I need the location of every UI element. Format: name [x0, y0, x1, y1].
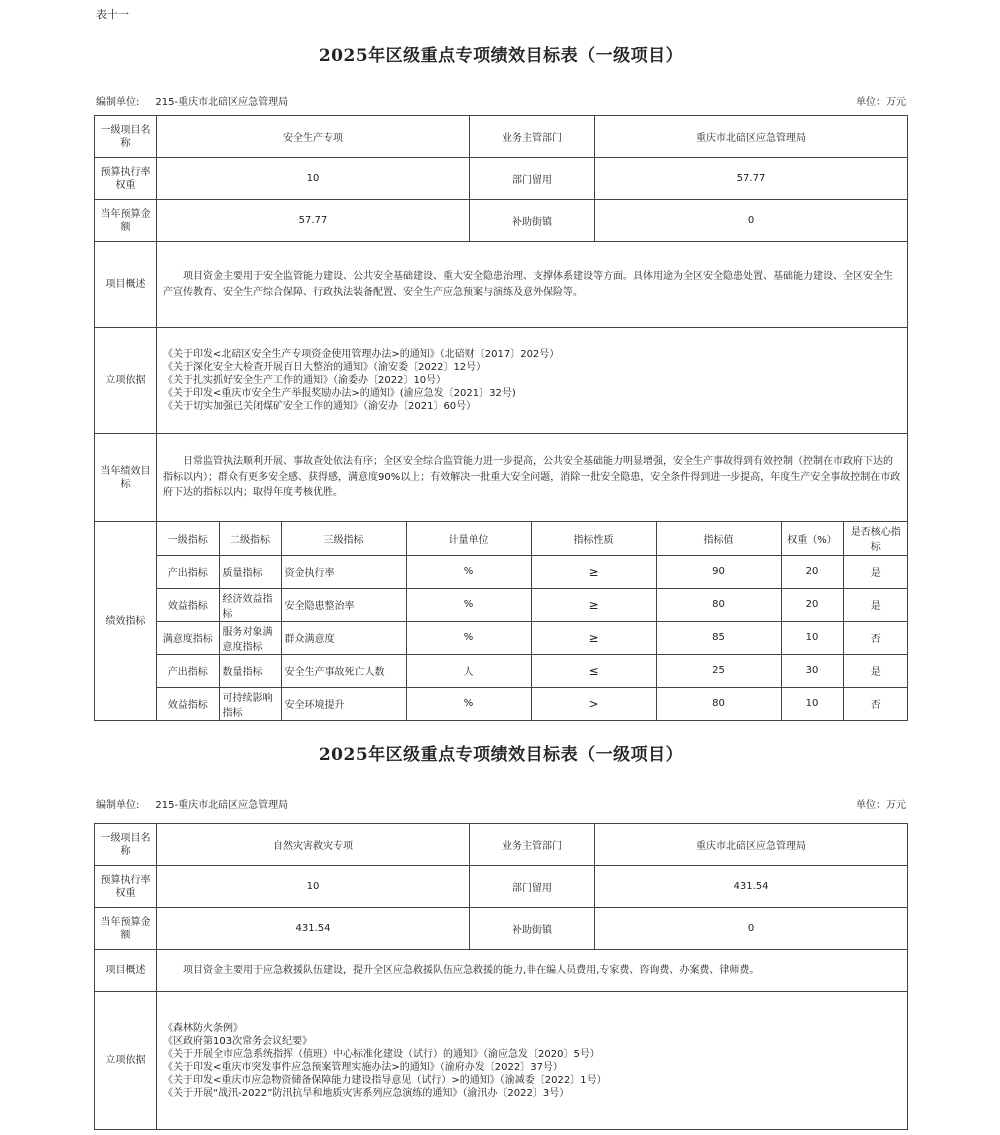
indicator-row [157, 687, 908, 720]
table-row [95, 824, 908, 866]
level1-cell: 满意度指标 [157, 621, 219, 654]
project-name-value: 安全生产专项 [157, 116, 470, 158]
dept-value: 重庆市北碚区应急管理局 [595, 116, 908, 158]
retain-value: 431.54 [595, 866, 908, 908]
list-item: 《关于印发<重庆市应急物资储备保障能力建设指导意见（试行）>的通知》（渝减委〔2022〕1号） [163, 1074, 607, 1086]
basis-label: 立项依据 [95, 328, 157, 434]
core-cell: 是 [843, 654, 908, 687]
basis-list [157, 328, 908, 434]
core-cell: 否 [843, 687, 908, 720]
level2-cell: 质量指标 [219, 555, 281, 588]
indicators-cell [157, 522, 908, 721]
dept-label: 业务主管部门 [470, 824, 595, 866]
weight-cell: 20 [781, 555, 843, 588]
weight-cell: 30 [781, 654, 843, 687]
table-row [95, 522, 908, 721]
level2-cell: 可持续影响指标 [219, 687, 281, 720]
list-item: 《关于扎实抓好安全生产工作的通知》（渝委办〔2022〕10号） [163, 375, 447, 386]
column-header: 一级指标 [157, 522, 219, 555]
list-item: 《关于开展全市应急系统指挥（值班）中心标准化建设（试行）的通知》（渝应急发〔2020〕5号） [163, 1048, 600, 1060]
goal-label: 当年绩效目标 [95, 434, 157, 522]
unit-cell: 人 [406, 654, 531, 687]
unit-cell: % [406, 687, 531, 720]
weight-cell: 10 [781, 687, 843, 720]
list-item: 《关于开展“战汛-2022”防汛抗旱和地质灾害系列应急演练的通知》（渝汛办〔2022〕3号） [163, 1087, 570, 1099]
budget-label: 当年预算金额 [95, 908, 157, 950]
compiler-label: 编制单位: [96, 97, 140, 108]
value-cell: 25 [656, 654, 781, 687]
table-row [95, 200, 908, 242]
weight-value: 10 [157, 866, 470, 908]
value-cell: 85 [656, 621, 781, 654]
level1-cell: 效益指标 [157, 687, 219, 720]
goal-text: 日常监管执法顺利开展、事故查处依法有序；全区安全综合监管能力进一步提高，公共安全基础能力明显增强，安全生产事故得到有效控制（控制在市政府下达的指标以内）；群众有更多安全感、获得感，满意度90%以上；有效解决一批重大安全问题，消除一批安全隐患，安全条件得到进一步提高，年度生产安全事故控制在市政府下达的指标以内；取得年度考核优胜。 [157, 434, 908, 522]
nature-cell: ≥ [531, 588, 656, 621]
budget-value: 57.77 [157, 200, 470, 242]
indicator-row [157, 621, 908, 654]
list-item: 《森林防火条例》 [163, 1022, 243, 1034]
nature-cell: ≤ [531, 654, 656, 687]
column-header: 指标性质 [531, 522, 656, 555]
column-header: 二级指标 [219, 522, 281, 555]
value-cell: 90 [656, 555, 781, 588]
indicators-label: 绩效指标 [95, 522, 157, 721]
column-header: 权重（%） [781, 522, 843, 555]
overview-label: 项目概述 [95, 950, 157, 992]
compiler-unit [96, 93, 288, 108]
page-title: 2025年区级重点专项绩效目标表（一级项目） [318, 745, 684, 765]
list-item: 《关于印发<重庆市突发事件应急预案管理实施办法>的通知》（渝府办发〔2022〕37号） [163, 1061, 563, 1073]
dept-label: 业务主管部门 [470, 116, 595, 158]
list-item: 《关于印发<重庆市安全生产举报奖励办法>的通知》(渝应急发〔2021〕32号) [163, 388, 516, 399]
overview-text: 项目资金主要用于安全监管能力建设、公共安全基础建设、重大安全隐患治理、支撑体系建设等方面。具体用途为全区安全隐患处置、基础能力建设、全区安全生产宣传教育、安全生产综合保障、行政执法装备配置、安全生产应急预案与演练及意外保险等。 [157, 242, 908, 328]
indicators-table [157, 522, 908, 720]
level3-cell: 资金执行率 [281, 555, 406, 588]
level2-cell: 服务对象满意度指标 [219, 621, 281, 654]
unit-cell: % [406, 555, 531, 588]
performance-table [94, 823, 908, 1130]
list-item: 《关于印发<北碚区安全生产专项资金使用管理办法>的通知》（北碚财〔2017〕202号） [163, 349, 560, 360]
subsidy-label: 补助街镇 [470, 908, 595, 950]
column-header: 指标值 [656, 522, 781, 555]
weight-label: 预算执行率权重 [95, 866, 157, 908]
table-row [95, 434, 908, 522]
indicator-row [157, 654, 908, 687]
value-cell: 80 [656, 588, 781, 621]
list-item: 《关于切实加强已关闭煤矿安全工作的通知》（渝安办〔2021〕60号） [163, 401, 477, 412]
indicator-row [157, 555, 908, 588]
table-row [95, 242, 908, 328]
level2-cell: 数量指标 [219, 654, 281, 687]
column-header: 三级指标 [281, 522, 406, 555]
list-item: 《区政府第103次常务会议纪要》 [163, 1035, 313, 1047]
weight-label: 预算执行率权重 [95, 158, 157, 200]
compiler-value: 215-重庆市北碚区应急管理局 [155, 97, 289, 108]
budget-label: 当年预算金额 [95, 200, 157, 242]
indicator-row [157, 588, 908, 621]
level1-cell: 效益指标 [157, 588, 219, 621]
unit-cell: % [406, 621, 531, 654]
value-cell: 80 [656, 687, 781, 720]
table-number-label: 表十一 [96, 8, 129, 21]
currency-unit: 单位：万元 [856, 97, 906, 108]
subsidy-value: 0 [595, 200, 908, 242]
compiler-label: 编制单位: [96, 800, 140, 811]
table-row [95, 328, 908, 434]
project-name-value: 自然灾害救灾专项 [157, 824, 470, 866]
table-row [95, 908, 908, 950]
level3-cell: 安全隐患整治率 [281, 588, 406, 621]
nature-cell: > [531, 687, 656, 720]
core-cell: 是 [843, 555, 908, 588]
compiler-value: 215-重庆市北碚区应急管理局 [155, 800, 289, 811]
compiler-unit [96, 796, 288, 811]
level3-cell: 安全生产事故死亡人数 [281, 654, 406, 687]
level1-cell: 产出指标 [157, 654, 219, 687]
unit-cell: % [406, 588, 531, 621]
weight-cell: 20 [781, 588, 843, 621]
level3-cell: 群众满意度 [281, 621, 406, 654]
dept-value: 重庆市北碚区应急管理局 [595, 824, 908, 866]
table-row [95, 116, 908, 158]
project-name-label: 一级项目名称 [95, 116, 157, 158]
overview-text: 项目资金主要用于应急救援队伍建设，提升全区应急救援队伍应急救援的能力,非在编人员费用,专家费、咨询费、办案费、律师费。 [157, 950, 908, 992]
level2-cell: 经济效益指标 [219, 588, 281, 621]
level3-cell: 安全环境提升 [281, 687, 406, 720]
page-title: 2025年区级重点专项绩效目标表（一级项目） [318, 46, 684, 66]
core-cell: 否 [843, 621, 908, 654]
table-row [95, 158, 908, 200]
budget-value: 431.54 [157, 908, 470, 950]
level1-cell: 产出指标 [157, 555, 219, 588]
subsidy-label: 补助街镇 [470, 200, 595, 242]
table-row [95, 992, 908, 1130]
core-cell: 是 [843, 588, 908, 621]
retain-value: 57.77 [595, 158, 908, 200]
table-row [95, 866, 908, 908]
subsidy-value: 0 [595, 908, 908, 950]
indicator-header-row [157, 522, 908, 555]
basis-list [157, 992, 908, 1130]
weight-cell: 10 [781, 621, 843, 654]
weight-value: 10 [157, 158, 470, 200]
column-header: 计量单位 [406, 522, 531, 555]
list-item: 《关于深化安全大检查开展百日大整治的通知》（渝安委〔2022〕12号） [163, 362, 487, 373]
nature-cell: ≥ [531, 555, 656, 588]
column-header: 是否核心指标 [843, 522, 908, 555]
currency-unit: 单位：万元 [856, 800, 906, 811]
retain-label: 部门留用 [470, 866, 595, 908]
nature-cell: ≥ [531, 621, 656, 654]
project-name-label: 一级项目名称 [95, 824, 157, 866]
table-row [95, 950, 908, 992]
retain-label: 部门留用 [470, 158, 595, 200]
overview-label: 项目概述 [95, 242, 157, 328]
performance-table [94, 115, 908, 721]
basis-label: 立项依据 [95, 992, 157, 1130]
